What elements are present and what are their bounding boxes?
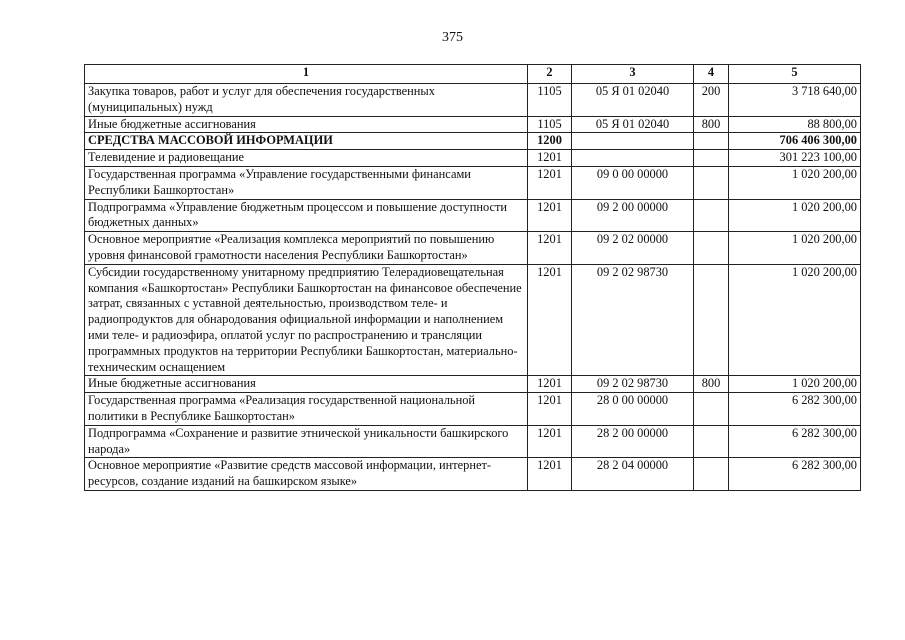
cell-target: 28 2 00 00000 [572, 425, 694, 458]
table-row [85, 458, 861, 491]
table-row [85, 264, 861, 376]
cell-name: Закупка товаров, работ и услуг для обеспечения государственных (муниципальных) нужд [85, 84, 528, 117]
cell-target: 28 0 00 00000 [572, 393, 694, 426]
cell-amount: 3 718 640,00 [729, 84, 861, 117]
table-header-row [85, 65, 861, 84]
cell-amount: 1 020 200,00 [729, 232, 861, 265]
cell-expense [694, 133, 729, 150]
cell-expense [694, 393, 729, 426]
cell-amount: 1 020 200,00 [729, 166, 861, 199]
cell-name: Подпрограмма «Сохранение и развитие этнической уникальности башкирского народа» [85, 425, 528, 458]
cell-name: Иные бюджетные ассигнования [85, 116, 528, 133]
cell-amount: 88 800,00 [729, 116, 861, 133]
cell-expense [694, 166, 729, 199]
cell-name: СРЕДСТВА МАССОВОЙ ИНФОРМАЦИИ [85, 133, 528, 150]
table-row [85, 199, 861, 232]
cell-section: 1201 [528, 232, 572, 265]
cell-name: Телевидение и радиовещание [85, 150, 528, 167]
column-header-name: 1 [85, 65, 528, 84]
table-row [85, 166, 861, 199]
cell-target: 28 2 04 00000 [572, 458, 694, 491]
budget-table [84, 64, 861, 491]
cell-expense: 800 [694, 116, 729, 133]
cell-section: 1201 [528, 425, 572, 458]
cell-target: 09 2 00 00000 [572, 199, 694, 232]
column-header-target: 3 [572, 65, 694, 84]
table-row [85, 116, 861, 133]
table-row [85, 133, 861, 150]
cell-target: 09 2 02 98730 [572, 264, 694, 376]
cell-section: 1201 [528, 199, 572, 232]
cell-name: Государственная программа «Управление государственными финансами Республики Башкортостан» [85, 166, 528, 199]
cell-target: 05 Я 01 02040 [572, 116, 694, 133]
table-row [85, 232, 861, 265]
cell-amount: 6 282 300,00 [729, 393, 861, 426]
cell-expense [694, 150, 729, 167]
cell-amount: 706 406 300,00 [729, 133, 861, 150]
table-row [85, 393, 861, 426]
cell-section: 1201 [528, 458, 572, 491]
cell-expense [694, 232, 729, 265]
table-row [85, 150, 861, 167]
cell-target: 05 Я 01 02040 [572, 84, 694, 117]
table-row [85, 425, 861, 458]
cell-expense [694, 458, 729, 491]
cell-amount: 1 020 200,00 [729, 264, 861, 376]
cell-section: 1201 [528, 393, 572, 426]
cell-section: 1105 [528, 84, 572, 117]
cell-amount: 1 020 200,00 [729, 199, 861, 232]
cell-target [572, 133, 694, 150]
cell-section: 1201 [528, 166, 572, 199]
cell-name: Государственная программа «Реализация государственной национальной политики в Республике Башкортостан» [85, 393, 528, 426]
cell-name: Субсидии государственному унитарному предприятию Телерадиовещательная компания «Башкортостан» Республики Башкортостан на финансовое обеспечение затрат, связанных с уставной деятельностью, производством теле- и радиопродуктов для обнародования официальной информации и наполнением ими теле- и радиоэфира, оплатой услуг по распространению и трансляции программных продуктов на территории Республики Башкортостан, материально-техническим оснащением [85, 264, 528, 376]
column-header-section: 2 [528, 65, 572, 84]
column-header-amount: 5 [729, 65, 861, 84]
cell-amount: 1 020 200,00 [729, 376, 861, 393]
cell-expense: 800 [694, 376, 729, 393]
cell-section: 1201 [528, 150, 572, 167]
cell-expense: 200 [694, 84, 729, 117]
cell-section: 1200 [528, 133, 572, 150]
table-row [85, 84, 861, 117]
cell-target: 09 2 02 00000 [572, 232, 694, 265]
page-number: 375 [442, 30, 463, 45]
cell-target [572, 150, 694, 167]
cell-name: Подпрограмма «Управление бюджетным процессом и повышение доступности бюджетных данных» [85, 199, 528, 232]
cell-amount: 6 282 300,00 [729, 425, 861, 458]
cell-name: Иные бюджетные ассигнования [85, 376, 528, 393]
cell-amount: 6 282 300,00 [729, 458, 861, 491]
cell-target: 09 2 02 98730 [572, 376, 694, 393]
cell-name: Основное мероприятие «Реализация комплекса мероприятий по повышению уровня финансовой грамотности населения Республики Башкортостан» [85, 232, 528, 265]
table-body [85, 84, 861, 491]
table-row [85, 376, 861, 393]
cell-name: Основное мероприятие «Развитие средств массовой информации, интернет-ресурсов, создание изданий на башкирском языке» [85, 458, 528, 491]
cell-expense [694, 425, 729, 458]
cell-section: 1201 [528, 264, 572, 376]
column-header-expense: 4 [694, 65, 729, 84]
cell-amount: 301 223 100,00 [729, 150, 861, 167]
cell-target: 09 0 00 00000 [572, 166, 694, 199]
cell-section: 1201 [528, 376, 572, 393]
cell-expense [694, 199, 729, 232]
cell-section: 1105 [528, 116, 572, 133]
cell-expense [694, 264, 729, 376]
